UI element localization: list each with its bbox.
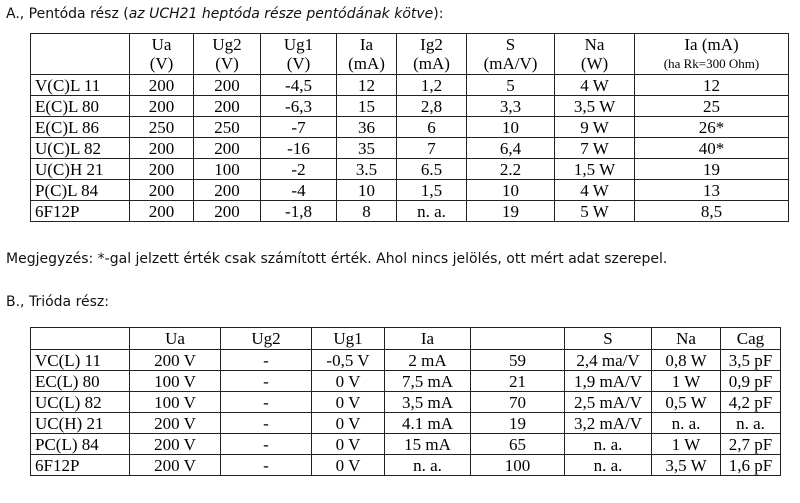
table-cell: 19 — [471, 413, 565, 434]
header-top: Ua — [151, 35, 172, 54]
tube-name-cell: V(C)L 11 — [31, 75, 130, 96]
table-cell: 200 V — [130, 413, 221, 434]
table-cell: 2 mA — [385, 350, 471, 371]
table-cell: -6,3 — [261, 96, 337, 117]
table-cell: n. a. — [397, 201, 467, 222]
tube-name-cell: UC(H) 21 — [31, 413, 130, 434]
triode-header-cell: S — [565, 328, 652, 350]
table-cell: 0,5 W — [652, 392, 721, 413]
table-cell: 2,4 ma/V — [565, 350, 652, 371]
pentode-header-cell — [467, 34, 555, 75]
pentode-header-row — [31, 34, 789, 75]
table-cell: 5 W — [555, 201, 635, 222]
table-cell: 2.2 — [467, 159, 555, 180]
table-cell: 1 W — [652, 434, 721, 455]
table-cell: 59 — [471, 350, 565, 371]
tube-name-cell: P(C)L 84 — [31, 180, 130, 201]
table-cell: 12 — [337, 75, 397, 96]
table-cell: 26* — [635, 117, 789, 138]
triode-header-cell — [31, 328, 130, 350]
table-cell: 3,3 — [467, 96, 555, 117]
triode-header-cell: Ug2 — [221, 328, 312, 350]
table-cell: 3,2 mA/V — [565, 413, 652, 434]
table-cell: 6.5 — [397, 159, 467, 180]
pentode-header-cell — [635, 34, 789, 75]
table-cell: 2,5 mA/V — [565, 392, 652, 413]
table-cell: 1 W — [652, 371, 721, 392]
header-top: Na — [584, 35, 605, 54]
tube-name-cell: E(C)L 86 — [31, 117, 130, 138]
table-row — [31, 159, 789, 180]
table-cell: 8 — [337, 201, 397, 222]
table-cell: n. a. — [652, 413, 721, 434]
table-cell: 200 — [130, 138, 194, 159]
table-row — [31, 392, 781, 413]
table-cell: n. a. — [721, 413, 781, 434]
table-row — [31, 413, 781, 434]
pentode-table — [30, 33, 789, 222]
tube-name-cell: U(C)H 21 — [31, 159, 130, 180]
table-cell: n. a. — [385, 455, 471, 476]
table-row — [31, 96, 789, 117]
table-row — [31, 201, 789, 222]
table-cell: 1,9 mA/V — [565, 371, 652, 392]
pentode-header-cell — [130, 34, 194, 75]
table-cell: 0,9 pF — [721, 371, 781, 392]
pentode-header-cell — [194, 34, 261, 75]
table-cell: 200 — [194, 180, 261, 201]
table-cell: 35 — [337, 138, 397, 159]
table-cell: 21 — [471, 371, 565, 392]
table-cell: 3,5 mA — [385, 392, 471, 413]
table-cell: 6,4 — [467, 138, 555, 159]
header-bottom: (mA) — [413, 54, 450, 73]
table-cell: -7 — [261, 117, 337, 138]
table-cell: 200 — [130, 159, 194, 180]
table-cell: 25 — [635, 96, 789, 117]
table-cell: 200 V — [130, 350, 221, 371]
table-cell: 15 — [337, 96, 397, 117]
table-cell: 19 — [635, 159, 789, 180]
triode-header-cell: Na — [652, 328, 721, 350]
table-cell: 0,8 W — [652, 350, 721, 371]
header-top: Ug2 — [212, 35, 242, 54]
header-top: Ig2 — [420, 35, 443, 54]
tube-name-cell: 6F12P — [31, 201, 130, 222]
header-bottom: (V) — [286, 54, 311, 73]
table-cell: 8,5 — [635, 201, 789, 222]
table-cell: 1,5 — [397, 180, 467, 201]
table-cell: - — [221, 434, 312, 455]
triode-header-cell: Cag — [721, 328, 781, 350]
table-row — [31, 138, 789, 159]
table-cell: 1,2 — [397, 75, 467, 96]
section-a-note: Megjegyzés: *-gal jelzett érték csak számított érték. Ahol nincs jelölés, ott mért adat szerepel. — [6, 251, 668, 267]
table-cell: 100 — [471, 455, 565, 476]
table-cell: 200 — [194, 96, 261, 117]
table-cell: n. a. — [565, 434, 652, 455]
table-cell: 200 — [194, 75, 261, 96]
table-cell: 7,5 mA — [385, 371, 471, 392]
header-top: S — [505, 35, 516, 54]
table-cell: 10 — [337, 180, 397, 201]
table-row — [31, 75, 789, 96]
table-cell: 200 — [130, 75, 194, 96]
table-cell: 3,5 W — [652, 455, 721, 476]
table-cell: n. a. — [565, 455, 652, 476]
table-cell: 7 — [397, 138, 467, 159]
table-cell: -0,5 V — [312, 350, 385, 371]
table-cell: 3,5 W — [555, 96, 635, 117]
table-cell: 9 W — [555, 117, 635, 138]
table-cell: 6 — [397, 117, 467, 138]
table-row — [31, 350, 781, 371]
table-cell: - — [221, 371, 312, 392]
table-cell: 0 V — [312, 413, 385, 434]
header-bottom: (ha Rk=300 Ohm) — [663, 56, 760, 71]
header-bottom: (V) — [215, 54, 239, 73]
table-cell: 4,2 pF — [721, 392, 781, 413]
table-cell: 200 V — [130, 434, 221, 455]
header-bottom: (V) — [149, 54, 174, 73]
header-top: Ug1 — [283, 35, 314, 54]
triode-header-cell: Ua — [130, 328, 221, 350]
triode-header-cell: Ug1 — [312, 328, 385, 350]
table-cell: 70 — [471, 392, 565, 413]
pentode-header-cell — [555, 34, 635, 75]
table-cell: 4.1 mA — [385, 413, 471, 434]
tube-name-cell: 6F12P — [31, 455, 130, 476]
table-cell: 200 — [130, 96, 194, 117]
table-row — [31, 455, 781, 476]
table-cell: 100 V — [130, 392, 221, 413]
table-cell: 3,5 pF — [721, 350, 781, 371]
header-bottom: (mA) — [348, 54, 385, 73]
triode-header-cell — [471, 328, 565, 350]
table-cell: 200 — [194, 201, 261, 222]
tube-name-cell: PC(L) 84 — [31, 434, 130, 455]
table-cell: 250 — [194, 117, 261, 138]
table-cell: 200 — [194, 138, 261, 159]
header-top: Ia — [359, 35, 374, 54]
tube-name-cell: EC(L) 80 — [31, 371, 130, 392]
table-cell: 36 — [337, 117, 397, 138]
pentode-header-cell — [261, 34, 337, 75]
table-cell: 100 V — [130, 371, 221, 392]
tube-name-cell: UC(L) 82 — [31, 392, 130, 413]
section-a-heading-prefix: A., Pentóda rész ( — [6, 6, 129, 22]
tube-name-cell: VC(L) 11 — [31, 350, 130, 371]
table-cell: -4 — [261, 180, 337, 201]
table-cell: 0 V — [312, 371, 385, 392]
table-cell: 0 V — [312, 455, 385, 476]
section-b-heading: B., Trióda rész: — [6, 294, 109, 310]
triode-header-cell: Ia — [385, 328, 471, 350]
table-cell: 65 — [471, 434, 565, 455]
header-bottom: (mA/V) — [483, 54, 538, 73]
table-row — [31, 434, 781, 455]
table-cell: 0 V — [312, 392, 385, 413]
triode-header-row — [31, 328, 781, 350]
table-cell: 19 — [467, 201, 555, 222]
section-a-heading-italic: az UCH21 heptóda része pentódának kötve — [128, 6, 434, 22]
table-cell: 100 — [194, 159, 261, 180]
table-cell: 0 V — [312, 434, 385, 455]
table-cell: 15 mA — [385, 434, 471, 455]
tube-name-cell: U(C)L 82 — [31, 138, 130, 159]
section-a-heading-suffix: ): — [433, 6, 444, 22]
pentode-header-cell — [337, 34, 397, 75]
table-cell: -4,5 — [261, 75, 337, 96]
table-cell: 7 W — [555, 138, 635, 159]
table-cell: 10 — [467, 117, 555, 138]
table-cell: 2,7 pF — [721, 434, 781, 455]
table-cell: 10 — [467, 180, 555, 201]
table-cell: - — [221, 392, 312, 413]
table-row — [31, 180, 789, 201]
table-cell: 250 — [130, 117, 194, 138]
table-cell: -16 — [261, 138, 337, 159]
table-cell: -1,8 — [261, 201, 337, 222]
table-cell: 4 W — [555, 75, 635, 96]
table-cell: 1,5 W — [555, 159, 635, 180]
table-cell: 12 — [635, 75, 789, 96]
table-cell: 200 V — [130, 455, 221, 476]
table-cell: 200 — [130, 201, 194, 222]
table-row — [31, 371, 781, 392]
header-top: Ia (mA) — [684, 35, 739, 54]
table-cell: -2 — [261, 159, 337, 180]
table-cell: 1,6 pF — [721, 455, 781, 476]
triode-table — [30, 327, 781, 476]
table-cell: 200 — [130, 180, 194, 201]
table-cell: - — [221, 350, 312, 371]
table-cell: - — [221, 413, 312, 434]
table-cell: - — [221, 455, 312, 476]
table-cell: 3.5 — [337, 159, 397, 180]
table-cell: 2,8 — [397, 96, 467, 117]
section-a-heading — [6, 6, 443, 22]
table-row — [31, 117, 789, 138]
table-cell: 40* — [635, 138, 789, 159]
pentode-header-cell — [31, 34, 130, 75]
header-bottom: (W) — [580, 54, 609, 73]
tube-name-cell: E(C)L 80 — [31, 96, 130, 117]
table-cell: 4 W — [555, 180, 635, 201]
table-cell: 13 — [635, 180, 789, 201]
table-cell: 5 — [467, 75, 555, 96]
pentode-header-cell — [397, 34, 467, 75]
